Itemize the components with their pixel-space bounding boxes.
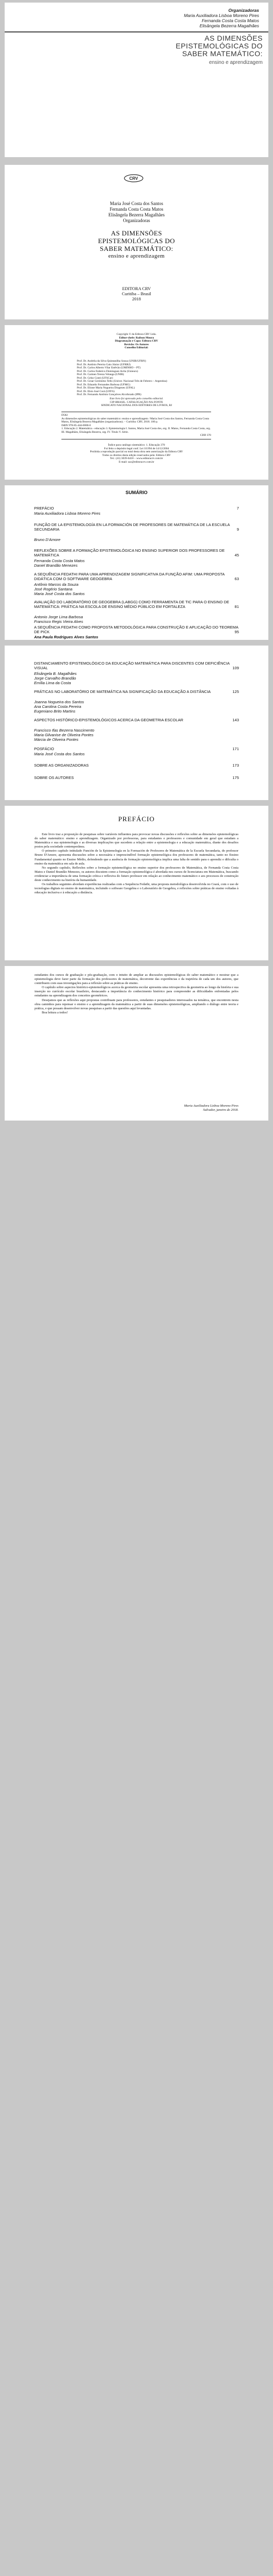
cover-title <box>103 35 263 65</box>
toc-entry-title: SOBRE OS AUTORES <box>34 775 74 780</box>
board-member: Prof. Dr. Carlos Federico Dominguez Avila (Unieuro) <box>77 369 138 373</box>
toc-entry-title: PREFÁCIO <box>34 506 54 511</box>
toc-entry-title: A SEQUÊNCIA FEDATHI PARA UMA APRENDIZAGEM SIGNIFICATIVA DA FUNÇÃO AFIM: UMA PROPOSTA DIDÁTICA COM O SOFTWARE GEOGEBRA <box>34 572 224 581</box>
preface-page-2 <box>5 966 268 1121</box>
preface-body <box>35 833 238 895</box>
preface-page-1 <box>5 806 268 960</box>
legal-deposit: Foi feito o depósito legal conf. Lei 10.994 de 14/12/2004 <box>104 447 169 450</box>
index-line: Índice para catálogo sistemático: 1. Educação 370 <box>108 444 165 447</box>
legal-block <box>5 444 268 464</box>
preface-paragraph: estudantes dos cursos de graduação e pós-graduação, com o intuito de ampliar as discussões epistemológicas do saber matemático e mostrar que a epistemologia deve fazer parte da formação dos professores de matemática, decorrente das experiências e da trajetória de cada um dos autores, que contribuem com suas investigações para a reflexão sobre as práticas de ensino. <box>35 973 238 986</box>
cover-title-line: EPISTEMOLÓGICAS DO <box>175 42 263 50</box>
toc-entry-author: Elisângela B. Magalhães <box>34 671 77 676</box>
toc-entry-title: REFLEXÕES SOBRE A FORMAÇÃO EPISTEMOLÓGICA NO ENSINO SUPERIOR DOS PROFESSORES DE MATEMÁTICA <box>34 548 225 557</box>
layout-line: Diagramação e Capa: Editora CRV <box>115 340 158 343</box>
toc-entry-author: Maria Auxiliadora Lisboa Moreno Pires <box>34 511 101 516</box>
author-name: Maria José Costa dos Santos <box>110 201 163 206</box>
toc-entry[interactable] <box>34 548 239 557</box>
toc-entry-author: Francisco Regis Vieira Alves <box>34 619 84 624</box>
toc-entry-author: Fernanda Costa Costa Matos <box>34 558 85 563</box>
cdd: CDD 370 <box>200 434 211 437</box>
toc-entry-author: Maria José Costa dos Santos <box>34 752 85 756</box>
author-name: Fernanda Costa Costa Matos <box>109 207 164 212</box>
title-subtitle: ensino e aprendizagem <box>108 253 165 259</box>
cip-record <box>61 412 211 439</box>
contact-line: Tel.: (41) 3039-6418 – www.editoracrv.com.br <box>110 457 163 460</box>
board-member: Prof. Dr. Cesar Gerónimo Tello (Univer. Nacional Três de Febrero – Argentina) <box>77 380 167 383</box>
toc-entry-title: POSFÁCIO <box>34 747 54 751</box>
toc-entry-author: José Rogério Santana <box>34 587 73 591</box>
summary-title: SUMÁRIO <box>125 490 148 495</box>
publisher-logo-icon <box>118 174 149 182</box>
publisher-city: Curitiba – Brasil <box>122 291 151 296</box>
toc-entry-page: 171 <box>232 747 239 751</box>
title-page-title <box>5 229 268 260</box>
toc-entry-author: Eugeniano Brito Martins <box>34 709 76 714</box>
copyright-line: Copyright © da Editora CRV Ltda. <box>117 333 156 336</box>
cover-title-line: AS DIMENSÕES <box>204 34 263 42</box>
cover-organizer: Elisângela Bezerra Magalhães <box>199 23 259 28</box>
cip-code: D582 <box>61 414 68 417</box>
cover-organizer: Maria Auxiliadora Lisboa Moreno Pires <box>184 13 259 18</box>
toc-entry-title: SOBRE AS ORGANIZADORAS <box>34 763 89 768</box>
toc-entry-author: Joanna Nogueira dos Santos <box>34 700 84 704</box>
toc-entry-page: 95 <box>234 630 239 634</box>
publisher-logo-text: CRV <box>129 176 138 181</box>
board-member: Prof. Dr. Élsio José Corá (UFFS) <box>77 389 115 393</box>
title-page <box>5 165 268 319</box>
cover-organizer: Fernanda Costa Costa Matos <box>201 18 259 23</box>
preface-body <box>35 973 238 1015</box>
catalog-page <box>5 325 268 480</box>
toc-entry-page: 173 <box>232 763 239 768</box>
toc-entry[interactable] <box>34 775 239 780</box>
preface-title: PREFÁCIO <box>118 815 155 823</box>
cdu: 1. Educação 2. Matemática - educação 3. Epistemologia I. Santos, Maria José Costa dos, org. II. Matos, Fernanda Costa Costa, org. III. Magalhães, Elisângela Bezerra, org. IV. Título V. Série. <box>61 427 211 434</box>
authors-label: Organizadoras <box>123 218 150 223</box>
title-page-authors <box>5 201 268 224</box>
toc-entry-page: 175 <box>232 775 239 780</box>
toc-entry-page: 63 <box>234 577 239 581</box>
toc-entry[interactable] <box>34 718 239 722</box>
preface-paragraph: Desejamos que as reflexões aqui propostas contribuam para professores, estudantes e pesquisadores interessados na temática, que encontrem nesta obra caminhos para repensar o ensino e a aprendizagem da matemática a partir de suas dimensões epistemológicas, ampliando o diálogo entre teoria e prática, e que possam desenvolver novas pesquisas a partir das questões aqui levantadas. <box>35 998 238 1010</box>
cover-page <box>5 3 268 157</box>
summary-page-2 <box>5 646 268 800</box>
toc-entry-title: ASPECTOS HISTÓRICO-EPISTEMOLÓGICOS ACERCA DA GEOMETRIA ESCOLAR <box>34 718 184 722</box>
email-line: E-mail: sac@editoracrv.com.br <box>119 460 154 464</box>
toc-entry-page: 143 <box>232 718 239 722</box>
toc-entry[interactable] <box>34 763 239 768</box>
author-name: Elisângela Bezerra Magalhães <box>108 212 165 217</box>
toc-entry-author: Ana Carolina Costa Pereira <box>34 704 82 709</box>
board-member: Prof. Dr. Carlos Alberto Vilar Estêvão (UMINHO – PT) <box>77 366 141 369</box>
publication-year: 2018 <box>132 296 141 301</box>
toc-entry-page: 125 <box>232 689 239 694</box>
toc-entry-author: Antônio Marcos da Souza <box>34 582 78 587</box>
cip-text: As dimensões epistemológicas do saber matemático: ensino e aprendizagem / Maria José Costa dos Santos, Fernanda Costa Costa Matos, Elisângela Bezerra Magalhães (organizadoras). – Curitiba: CRV, 2018. 180 p. <box>61 417 209 423</box>
revision-line: Revisão: Os Autores <box>124 343 149 346</box>
board-member: Prof. Dr. Carmen Tereza Velanga (UNIR) <box>77 373 124 376</box>
cover-organizers-label: Organizadoras <box>228 8 259 13</box>
title-line: EPISTEMOLÓGICAS DO <box>98 237 175 245</box>
preface-paragraph: O capítulo sobre aspectos histórico-epistemológicos acerca da geometria escolar apresenta uma retrospectiva da geometria ao longo da história e sua inserção no currículo escolar brasileiro, destacando a importância do conhecimento histórico para compreender as dificuldades enfrentadas pelos estudantes na aprendizagem dos conceitos geométricos. <box>35 986 238 998</box>
preface-signature <box>184 1104 238 1112</box>
rights-line: Proibida a reprodução parcial ou total desta obra sem autorização da Editora CRV <box>90 450 183 453</box>
toc-entry[interactable] <box>34 522 239 532</box>
publisher-name: EDITORA CRV <box>122 286 151 291</box>
cover-subtitle: ensino e aprendizagem <box>209 60 263 65</box>
board-member: Prof. Dr. Andréia da Silva Quintanilha Sousa (UNIR/UFRN) <box>77 360 146 363</box>
cip-title: CIP-BRASIL. CATALOGAÇÃO-NA-FONTE <box>110 400 163 404</box>
board-member: Prof. Dr. Fernando Antônio Gonçalves Alcoforado (IPB) <box>77 393 141 396</box>
toc-entry-title: PRÁTICAS NO LABORATÓRIO DE MATEMÁTICA NA SIGNIFICAÇÃO DA EDUCAÇÃO A DISTÂNCIA <box>34 689 211 694</box>
board-member: Prof. Dr. Elione Maria Nogueira Diogenes (UFAL) <box>77 386 135 389</box>
board-title: Conselho Editorial: <box>124 346 149 349</box>
editorial-board <box>77 360 196 397</box>
toc-entry-page: 109 <box>232 666 239 670</box>
toc-entry-title: AVALIAÇÃO DO LABORATÓRIO DE GEOGEBRA (LABGG) COMO FERRAMENTA DE TIC PARA O ENSINO DE MATEMÁTICA: PRÁTICA NA ESCOLA DE ENSINO MÉDIO PÚBLICO EM FORTALEZA <box>34 600 229 609</box>
toc-entry-author: Daniel Brandão Menezes <box>34 563 78 568</box>
toc-entry-author: Márcia de Oliveira Pontes <box>34 737 78 742</box>
board-member: Prof. Dr. Celso Conti (UFSCar) <box>77 376 113 380</box>
toc-entry-page: 81 <box>234 604 239 609</box>
preface-paragraph: No segundo capítulo, Reflexões sobre a formação epistemológica no ensino superior dos professores de Matemática, de Fernanda Costa Costa Matos e Daniel Brandão Menezes, os autores discutem como a formação epistemológica é abordada nos cursos de licenciatura em Matemática, buscando evidenciar a importância de uma formação crítica e reflexiva do futuro professor em relação ao conhecimento matemático e aos processos de construção deste conhecimento na história da humanidade. <box>35 866 238 883</box>
cip-header <box>5 397 268 408</box>
toc-entry-author: Maria José Costa dos Santos <box>34 591 85 596</box>
toc-entry[interactable] <box>34 747 239 751</box>
preface-paragraph: O primeiro capítulo intitulado Función de la Epistemología en la Formación de Profesores de Matemática de la Escuela Secundaria, do professor Bruno D'Amore, apresenta discussões sobre a necessária e imprescindível formação epistemológica dos professores de matemática, tanto no Ensino Fundamental quanto no Ensino Médio, defendendo que a ausência de formação epistemológica implica uma falta de sentido para o aprendiz e dificulta o ensino da matemática em sala de aula. <box>35 849 238 866</box>
toc-entry-author: Francisco Ifas Bezerra Nascimento <box>34 728 94 733</box>
copyright-block <box>5 333 268 350</box>
printed-line: Todos os direitos desta edição reservados pela: Editora CRV <box>102 453 171 457</box>
cover-divider <box>5 31 268 32</box>
toc-entry[interactable] <box>34 506 239 511</box>
cover-organizers <box>184 8 259 28</box>
toc-entry-author: Emília Lima da Costa <box>34 681 71 685</box>
cip-subtitle: SINDICATO NACIONAL DOS EDITORES DE LIVROS, RJ <box>101 404 172 407</box>
toc-entry-author: Bruno D'Amore <box>34 537 61 542</box>
preface-paragraph: Os trabalhos seguintes abordam experiências realizadas com a Sequência Fedathi, uma proposta metodológica desenvolvida no Ceará, com o uso de tecnologias digitais no ensino de matemática, incluindo o software Geogebra e o Laboratório de Geogebra, e reflexões sobre práticas de ensino voltadas à educação inclusiva e à educação a distância. <box>35 883 238 895</box>
approval-note: Este livro foi aprovado pelo conselho editorial. <box>109 397 164 400</box>
isbn: ISBN 978-85-444-0000-0 <box>61 423 91 427</box>
toc-entry-page: 45 <box>234 553 239 557</box>
signature-name: Maria Auxiliadora Lisboa Moreno Pires <box>184 1104 238 1108</box>
board-member: Prof. Dr. Antônio Pereira Gaio Júnior (UFRRJ) <box>77 363 131 366</box>
toc-entry[interactable] <box>34 572 239 581</box>
title-line: AS DIMENSÕES <box>110 229 163 237</box>
title-page-publisher <box>5 286 268 301</box>
toc-entry-author: Jorge Carvalho Brandão <box>34 676 76 681</box>
toc-entry-author: Maria Gilvanise de Oliveira Pontes <box>34 733 94 737</box>
preface-paragraph: Boa leitura a todos! <box>42 1010 68 1014</box>
toc-entry[interactable] <box>34 689 239 694</box>
summary-page-1 <box>5 485 268 640</box>
title-line: SABER MATEMÁTICO: <box>100 245 173 252</box>
signature-place: Salvador, janeiro de 2018. <box>203 1108 238 1112</box>
toc-entry-page: 7 <box>236 506 239 511</box>
toc-entry-page: 9 <box>236 527 239 532</box>
toc-entry-title: A SEQUÊNCIA FEDATHI COMO PROPOSTA METODOLÓGICA PARA CONSTRUÇÃO E APLICAÇÃO DO TEOREMA DE PICK <box>34 625 238 634</box>
board-member: Prof. Dr. Eduardo Fernandes Barbosa (UFMG) <box>77 383 131 386</box>
cover-title-line: SABER MATEMÁTICO: <box>182 49 263 58</box>
toc-entry-author: Antonio Jorge Lima Barbosa <box>34 615 83 619</box>
toc-entry-title: DISTANCIAMENTO EPISTEMOLÓGICO DA EDUCAÇÃO MATEMÁTICA PARA DISCENTES COM DEFICIÊNCIA VISUAL <box>34 661 230 670</box>
toc-entry[interactable] <box>34 600 239 609</box>
toc-entry[interactable] <box>34 625 239 634</box>
toc-entry[interactable] <box>34 661 239 670</box>
toc-entry-title: FUNÇÃO DE LA EPISTEMOLOGÍA EN LA FORMACIÓN DE PROFESORES DE MATEMÁTICA DE LA ESCUELA SECUNDARIA <box>34 522 230 532</box>
preface-paragraph: Este livro traz a proposição de pesquisas sobre variáveis influentes para provocar novas discussões e reflexões sobre as dimensões epistemológicas do saber matemático: ensino e aprendizagem. Organizado por professoras, para estudantes e professores e comunidade em geral que estudam a Matemática e sua epistemologia e as diversas implicações que sucedem a relação entre a epistemologia e a educação matemática, diante dos desafios postos pela sociedade contemporânea. <box>35 833 238 849</box>
toc-entry-author: Ana Paula Rodrigues Alves Santos <box>34 635 99 639</box>
editor-line: Editor-chefe: Railson Moura <box>119 336 154 340</box>
